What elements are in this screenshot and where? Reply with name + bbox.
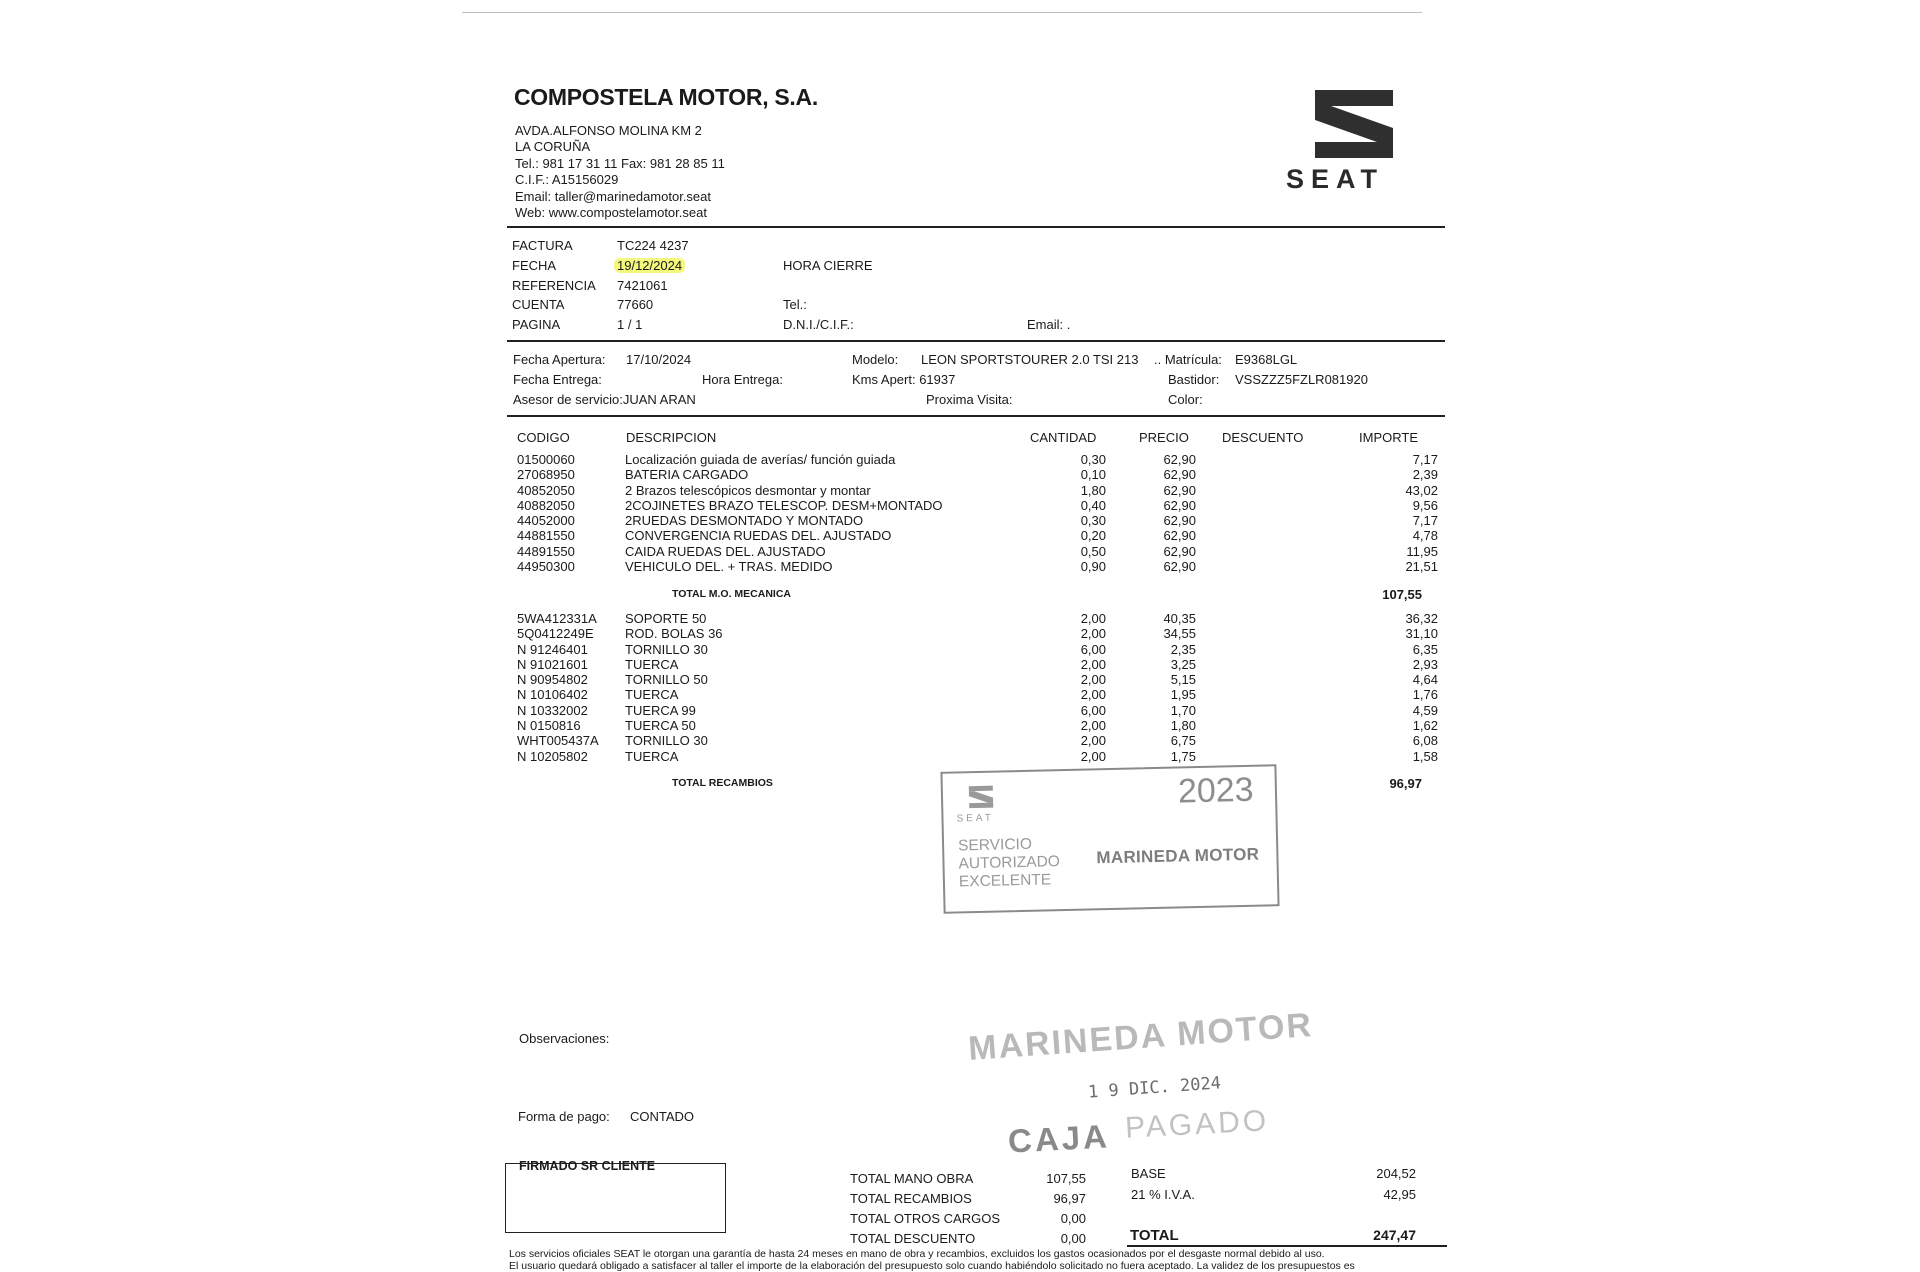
- item-quantity: 0,30: [1035, 452, 1106, 467]
- item-amount: 7,17: [1306, 452, 1438, 467]
- parts-table: [517, 611, 1438, 764]
- item-discount: [1196, 703, 1306, 718]
- item-code: N 10205802: [517, 749, 625, 764]
- item-amount: 43,02: [1306, 483, 1438, 498]
- item-price: 2,35: [1106, 642, 1196, 657]
- item-code: 44881550: [517, 528, 625, 543]
- referencia-value: 7421061: [617, 278, 668, 293]
- item-amount: 1,76: [1306, 687, 1438, 702]
- item-description: Localización guiada de averías/ función guiada: [625, 452, 1035, 467]
- item-code: N 91021601: [517, 657, 625, 672]
- col-descripcion: DESCRIPCION: [626, 430, 716, 445]
- asesor-label: Asesor de servicio:JUAN ARAN: [513, 392, 696, 407]
- item-amount: 6,35: [1306, 642, 1438, 657]
- item-amount: 6,08: [1306, 733, 1438, 748]
- footer-line: El usuario quedará obligado a satisfacer al taller el importe de la elaboración del presupuesto solo cuando habiéndolo solicitado no fuera aceptado. La validez de los presupuestos es: [509, 1261, 1355, 1272]
- item-discount: [1196, 559, 1306, 574]
- matricula-value: E9368LGL: [1235, 352, 1297, 367]
- summary-value: 96,97: [1026, 1189, 1086, 1209]
- forma-pago-label: Forma de pago:: [518, 1109, 610, 1124]
- item-description: CAIDA RUEDAS DEL. AJUSTADO: [625, 544, 1035, 559]
- line-item-row: [517, 483, 1438, 498]
- item-description: TORNILLO 50: [625, 672, 1035, 687]
- hora-entrega-label: Hora Entrega:: [702, 372, 783, 387]
- item-price: 1,95: [1106, 687, 1196, 702]
- firmado-label: FIRMADO SR CLIENTE: [519, 1159, 655, 1173]
- col-cantidad: CANTIDAD: [1030, 430, 1096, 445]
- item-description: SOPORTE 50: [625, 611, 1035, 626]
- item-discount: [1196, 733, 1306, 748]
- invoice-divider: [507, 340, 1445, 342]
- item-quantity: 0,20: [1035, 528, 1106, 543]
- col-precio: PRECIO: [1139, 430, 1189, 445]
- line-item-row: [517, 467, 1438, 482]
- item-quantity: 6,00: [1035, 642, 1106, 657]
- item-description: 2 Brazos telescópicos desmontar y montar: [625, 483, 1035, 498]
- modelo-label: Modelo:: [852, 352, 898, 367]
- item-quantity: 0,30: [1035, 513, 1106, 528]
- line-item-row: [517, 687, 1438, 702]
- stamp-year: 2023: [1178, 771, 1255, 812]
- item-amount: 4,64: [1306, 672, 1438, 687]
- item-description: TORNILLO 30: [625, 733, 1035, 748]
- line-item-row: [517, 452, 1438, 467]
- email-label: Email: .: [1027, 317, 1070, 332]
- matricula-label: .. Matrícula:: [1154, 352, 1222, 367]
- item-amount: 1,58: [1306, 749, 1438, 764]
- item-code: N 10332002: [517, 703, 625, 718]
- company-name: COMPOSTELA MOTOR, S.A.: [514, 84, 818, 111]
- line-item-row: [517, 642, 1438, 657]
- pagina-value: 1 / 1: [617, 317, 642, 332]
- item-discount: [1196, 672, 1306, 687]
- item-description: BATERIA CARGADO: [625, 467, 1035, 482]
- item-price: 34,55: [1106, 626, 1196, 641]
- summary-value: 0,00: [1026, 1209, 1086, 1229]
- address-line: Email: taller@marinedamotor.seat: [515, 189, 725, 205]
- item-discount: [1196, 687, 1306, 702]
- seat-wordmark: SEAT: [1286, 164, 1384, 195]
- item-quantity: 2,00: [1035, 657, 1106, 672]
- item-quantity: 2,00: [1035, 718, 1106, 733]
- item-amount: 36,32: [1306, 611, 1438, 626]
- col-descuento: DESCUENTO: [1222, 430, 1303, 445]
- item-discount: [1196, 642, 1306, 657]
- item-discount: [1196, 611, 1306, 626]
- fecha-label: FECHA: [512, 258, 556, 273]
- item-code: WHT005437A: [517, 733, 625, 748]
- item-quantity: 2,00: [1035, 672, 1106, 687]
- item-quantity: 0,10: [1035, 467, 1106, 482]
- warranty-footer: [509, 1249, 1355, 1272]
- summary-label: TOTAL MANO OBRA: [850, 1169, 1000, 1189]
- address-line: LA CORUÑA: [515, 139, 725, 155]
- total-label: TOTAL: [1130, 1227, 1179, 1244]
- item-amount: 2,39: [1306, 467, 1438, 482]
- signature-box: [505, 1163, 726, 1233]
- fecha-value: [617, 258, 685, 273]
- item-quantity: 2,00: [1035, 733, 1106, 748]
- stamp-line: SERVICIO: [958, 835, 1060, 855]
- item-quantity: 0,50: [1035, 544, 1106, 559]
- line-item-row: [517, 749, 1438, 764]
- paid-stamp-dealer: MARINEDA MOTOR: [967, 1006, 1314, 1069]
- line-item-row: [517, 672, 1438, 687]
- item-discount: [1196, 452, 1306, 467]
- total-underline: [1127, 1245, 1447, 1247]
- labour-total-label: TOTAL M.O. MECANICA: [672, 588, 791, 600]
- hora-cierre-label: HORA CIERRE: [783, 258, 873, 273]
- item-code: 5WA412331A: [517, 611, 625, 626]
- factura-value: TC224 4237: [617, 238, 689, 253]
- item-description: 2RUEDAS DESMONTADO Y MONTADO: [625, 513, 1035, 528]
- item-discount: [1196, 513, 1306, 528]
- base-label: BASE: [1131, 1166, 1166, 1181]
- summary-labels: [850, 1169, 1000, 1249]
- stamp-line: AUTORIZADO: [958, 853, 1060, 873]
- item-code: N 0150816: [517, 718, 625, 733]
- item-description: VEHICULO DEL. + TRAS. MEDIDO: [625, 559, 1035, 574]
- item-code: N 10106402: [517, 687, 625, 702]
- bastidor-value: VSSZZZ5FZLR081920: [1235, 372, 1368, 387]
- paid-stamp-date: 1 9 DIC. 2024: [1087, 1073, 1221, 1102]
- item-quantity: 6,00: [1035, 703, 1106, 718]
- stamp-line: EXCELENTE: [959, 871, 1061, 891]
- item-price: 1,75: [1106, 749, 1196, 764]
- item-discount: [1196, 718, 1306, 733]
- seat-logo: [1283, 84, 1425, 194]
- item-description: TUERCA 50: [625, 718, 1035, 733]
- item-discount: [1196, 657, 1306, 672]
- proxima-label: Proxima Visita:: [926, 392, 1012, 407]
- total-value: 247,47: [1320, 1227, 1416, 1243]
- item-price: 62,90: [1106, 559, 1196, 574]
- stamp-text: [958, 835, 1061, 891]
- summary-value: 107,55: [1026, 1169, 1086, 1189]
- item-code: 27068950: [517, 467, 625, 482]
- base-value: 204,52: [1330, 1166, 1416, 1181]
- item-quantity: 0,40: [1035, 498, 1106, 513]
- item-price: 3,25: [1106, 657, 1196, 672]
- item-description: TUERCA: [625, 749, 1035, 764]
- item-code: 01500060: [517, 452, 625, 467]
- item-price: 5,15: [1106, 672, 1196, 687]
- referencia-label: REFERENCIA: [512, 278, 596, 293]
- footer-line: Los servicios oficiales SEAT le otorgan una garantía de hasta 24 meses en mano de obra y recambios, excluidos los gastos ocasionados por el desgaste normal debido al uso.: [509, 1249, 1355, 1261]
- paid-stamp-pagado: PAGADO: [1124, 1104, 1270, 1145]
- item-price: 1,80: [1106, 718, 1196, 733]
- tel-label: Tel.:: [783, 297, 807, 312]
- header-divider: [507, 226, 1445, 228]
- item-description: TORNILLO 30: [625, 642, 1035, 657]
- summary-value: 0,00: [1026, 1229, 1086, 1249]
- service-stamp: [940, 764, 1279, 914]
- vehicle-divider: [507, 415, 1445, 417]
- stamp-brand: SEAT: [956, 813, 994, 825]
- address-line: AVDA.ALFONSO MOLINA KM 2: [515, 123, 725, 139]
- forma-pago-value: CONTADO: [630, 1109, 694, 1124]
- line-item-row: [517, 611, 1438, 626]
- dni-label: D.N.I./C.I.F.:: [783, 317, 854, 332]
- item-amount: 31,10: [1306, 626, 1438, 641]
- iva-value: 42,95: [1330, 1187, 1416, 1202]
- address-line: Web: www.compostelamotor.seat: [515, 205, 725, 221]
- item-description: 2COJINETES BRAZO TELESCOP. DESM+MONTADO: [625, 498, 1035, 513]
- observaciones-label: Observaciones:: [519, 1031, 609, 1046]
- factura-label: FACTURA: [512, 238, 573, 253]
- item-price: 62,90: [1106, 452, 1196, 467]
- address-line: Tel.: 981 17 31 11 Fax: 981 28 85 11: [515, 156, 725, 172]
- item-quantity: 0,90: [1035, 559, 1106, 574]
- address-line: C.I.F.: A15156029: [515, 172, 725, 188]
- item-code: 40882050: [517, 498, 625, 513]
- item-price: 1,70: [1106, 703, 1196, 718]
- item-amount: 9,56: [1306, 498, 1438, 513]
- line-item-row: [517, 657, 1438, 672]
- item-discount: [1196, 626, 1306, 641]
- fecha-entrega-label: Fecha Entrega:: [513, 372, 602, 387]
- item-price: 62,90: [1106, 467, 1196, 482]
- item-price: 62,90: [1106, 483, 1196, 498]
- item-discount: [1196, 467, 1306, 482]
- item-amount: 2,93: [1306, 657, 1438, 672]
- item-quantity: 2,00: [1035, 611, 1106, 626]
- item-amount: 4,78: [1306, 528, 1438, 543]
- line-item-row: [517, 513, 1438, 528]
- cuenta-label: CUENTA: [512, 297, 564, 312]
- item-discount: [1196, 498, 1306, 513]
- summary-label: TOTAL DESCUENTO: [850, 1229, 1000, 1249]
- modelo-value: LEON SPORTSTOURER 2.0 TSI 213: [921, 352, 1138, 367]
- stamp-dealer: MARINEDA MOTOR: [1096, 845, 1259, 869]
- item-price: 62,90: [1106, 528, 1196, 543]
- item-amount: 7,17: [1306, 513, 1438, 528]
- fecha-highlight: 19/12/2024: [614, 258, 685, 273]
- item-code: N 91246401: [517, 642, 625, 657]
- bastidor-label: Bastidor:: [1168, 372, 1219, 387]
- item-price: 62,90: [1106, 498, 1196, 513]
- kms-label: Kms Apert: 61937: [852, 372, 955, 387]
- color-label: Color:: [1168, 392, 1203, 407]
- item-price: 62,90: [1106, 513, 1196, 528]
- item-price: 6,75: [1106, 733, 1196, 748]
- item-code: 5Q0412249E: [517, 626, 625, 641]
- item-description: TUERCA: [625, 657, 1035, 672]
- parts-total-value: 96,97: [1330, 776, 1422, 791]
- item-description: ROD. BOLAS 36: [625, 626, 1035, 641]
- fecha-apertura-label: Fecha Apertura:: [513, 352, 606, 367]
- stamp-seat-icon: [963, 785, 1000, 812]
- company-address: [515, 123, 725, 221]
- col-importe: IMPORTE: [1359, 430, 1418, 445]
- line-item-row: [517, 559, 1438, 574]
- pagina-label: PAGINA: [512, 317, 560, 332]
- item-discount: [1196, 528, 1306, 543]
- summary-label: TOTAL RECAMBIOS: [850, 1189, 1000, 1209]
- item-amount: 11,95: [1306, 544, 1438, 559]
- item-amount: 21,51: [1306, 559, 1438, 574]
- item-amount: 1,62: [1306, 718, 1438, 733]
- item-price: 62,90: [1106, 544, 1196, 559]
- item-code: N 90954802: [517, 672, 625, 687]
- item-quantity: 2,00: [1035, 626, 1106, 641]
- col-codigo: CODIGO: [517, 430, 570, 445]
- cuenta-value: 77660: [617, 297, 653, 312]
- item-discount: [1196, 749, 1306, 764]
- item-code: 44950300: [517, 559, 625, 574]
- item-description: TUERCA 99: [625, 703, 1035, 718]
- item-quantity: 2,00: [1035, 749, 1106, 764]
- item-code: 44891550: [517, 544, 625, 559]
- line-item-row: [517, 498, 1438, 513]
- summary-values: [1026, 1169, 1086, 1249]
- iva-label: 21 % I.V.A.: [1131, 1187, 1195, 1202]
- item-code: 44052000: [517, 513, 625, 528]
- item-description: CONVERGENCIA RUEDAS DEL. AJUSTADO: [625, 528, 1035, 543]
- item-quantity: 1,80: [1035, 483, 1106, 498]
- summary-label: TOTAL OTROS CARGOS: [850, 1209, 1000, 1229]
- line-item-row: [517, 528, 1438, 543]
- paid-stamp-caja: CAJA: [1007, 1117, 1111, 1160]
- line-item-row: [517, 703, 1438, 718]
- scan-top-edge: [462, 12, 1422, 13]
- item-price: 40,35: [1106, 611, 1196, 626]
- item-code: 40852050: [517, 483, 625, 498]
- item-amount: 4,59: [1306, 703, 1438, 718]
- item-discount: [1196, 483, 1306, 498]
- labour-total-value: 107,55: [1330, 587, 1422, 602]
- item-discount: [1196, 544, 1306, 559]
- item-quantity: 2,00: [1035, 687, 1106, 702]
- item-description: TUERCA: [625, 687, 1035, 702]
- fecha-apertura-value: 17/10/2024: [626, 352, 691, 367]
- line-item-row: [517, 626, 1438, 641]
- line-item-row: [517, 733, 1438, 748]
- line-item-row: [517, 718, 1438, 733]
- line-item-row: [517, 544, 1438, 559]
- labour-table: [517, 452, 1438, 574]
- seat-s-icon: [1283, 84, 1425, 164]
- parts-total-label: TOTAL RECAMBIOS: [672, 777, 773, 789]
